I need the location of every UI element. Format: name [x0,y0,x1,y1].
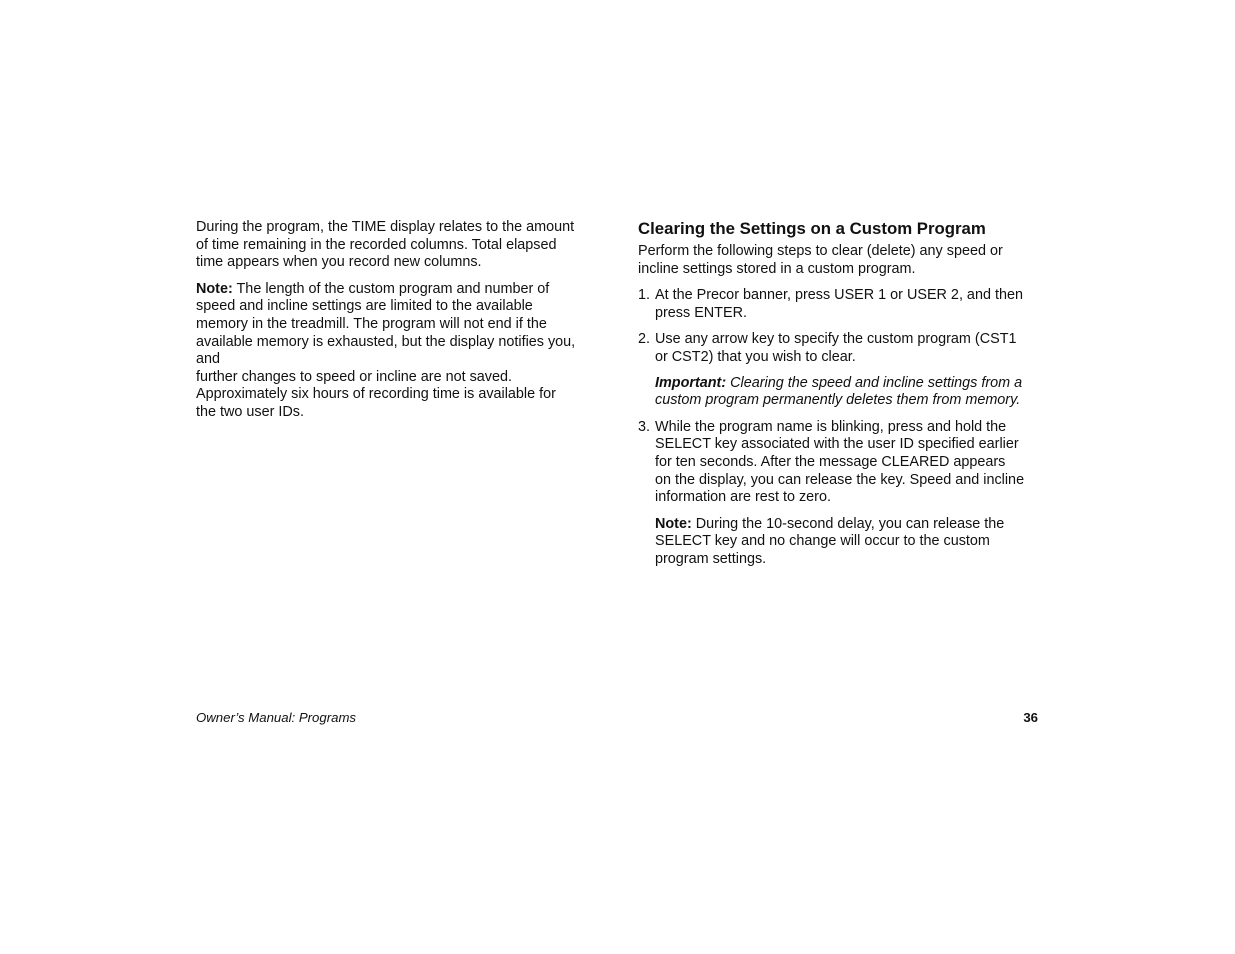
text-line: incline settings stored in a custom program. [638,260,916,277]
text-line: for ten seconds. After the message CLEARED appears [655,453,1006,470]
text-line: SELECT key associated with the user ID specified earlier [655,436,1019,453]
text-line: further changes to speed or incline are not saved. [196,368,512,385]
step-number: 3. [638,418,651,435]
note-label: Note: [655,515,692,532]
text-line: Perform the following steps to clear (delete) any speed or [638,243,1003,259]
memory-note-paragraph [196,281,596,422]
text-line: While the program name is blinking, press and hold the [655,418,1007,435]
text-line: and [196,351,221,368]
important-text: Clearing the speed and incline settings from a [726,374,1023,391]
text-line: program settings. [655,550,767,567]
text-line [655,375,1043,393]
note-text: During the 10-second delay, you can release the [691,515,1005,532]
text-line [655,516,1043,534]
text-line: Approximately six hours of recording time is available for [196,386,556,403]
step-item [638,331,1043,366]
page-number: 36 [1023,710,1038,725]
step-item [638,419,1043,507]
text-line: available memory is exhausted, but the display notifies you, [196,333,576,350]
right-column [638,219,1043,578]
step-number: 1. [638,287,651,304]
important-note [638,375,1043,410]
time-display-paragraph [196,219,596,272]
note-text: The length of the custom program and number of [232,280,550,297]
section-heading: Clearing the Settings on a Custom Program [638,219,986,238]
text-line: the two user IDs. [196,403,304,420]
left-column [196,219,596,431]
text-line: memory in the treadmill. The program will not end if the [196,315,547,332]
text-line: of time remaining in the recorded columns. Total elapsed [196,236,557,253]
steps-list-continued [638,419,1043,507]
footer-title: Owner’s Manual: Programs [196,710,357,725]
text-line: At the Precor banner, press USER 1 or USER 2, and then [655,287,1023,304]
text-line: speed and incline settings are limited to the available [196,298,533,315]
text-line: or CST2) that you wish to clear. [655,348,856,365]
step-item [638,287,1043,322]
text-line: custom program permanently deletes them from memory. [655,392,1021,409]
steps-list [638,287,1043,366]
intro-paragraph [638,243,1043,278]
text-line: Use any arrow key to specify the custom program (CST1 [655,331,1017,348]
text-line: information are rest to zero. [655,489,831,506]
delay-note [638,516,1043,569]
text-line: press ENTER. [655,304,747,321]
step-number: 2. [638,331,651,348]
text-line: on the display, you can release the key. Speed and incline [655,471,1025,488]
text-line: During the program, the TIME display relates to the amount [196,219,575,235]
text-line [196,281,596,299]
text-line: SELECT key and no change will occur to the custom [655,533,990,550]
important-label: Important: [655,374,727,391]
note-label: Note: [196,280,233,297]
text-line: time appears when you record new columns. [196,254,482,271]
